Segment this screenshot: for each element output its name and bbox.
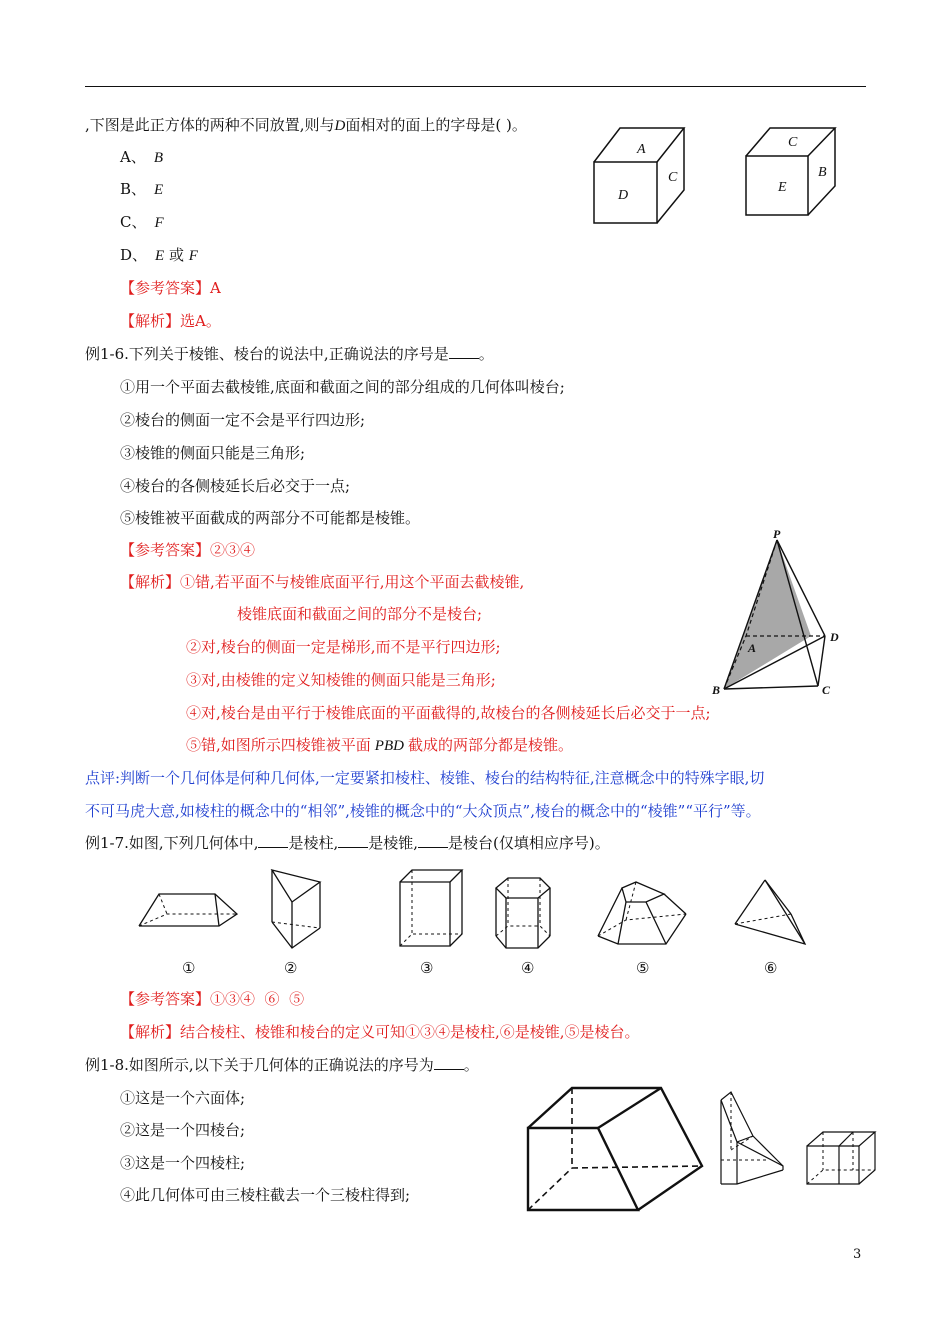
- cube1-label-right: C: [668, 170, 678, 185]
- pyramid-figure: [708, 528, 848, 698]
- solid-label-5: ⑤: [636, 959, 650, 977]
- cube-figure-2: [744, 126, 844, 226]
- q6-stem: 例1-6.下列关于棱锥、棱台的说法中,正确说法的序号是 。: [85, 345, 494, 363]
- cube1-label-front: D: [618, 188, 629, 203]
- cube1-label-top: A: [637, 142, 646, 157]
- comment-line-1: 点评:判断一个几何体是何种几何体,一定要紧扣棱柱、棱锥、棱台的结构特征,注意概念中的特殊字眼,切: [85, 769, 765, 787]
- q6-analysis-3: ③对,由棱锥的定义知棱锥的侧面只能是三角形;: [186, 671, 496, 689]
- q6-analysis-1b: 棱锥底面和截面之间的部分不是棱台;: [237, 605, 483, 623]
- q5-option-d: D、 E 或 F: [120, 246, 198, 264]
- q6-item-1: ①用一个平面去截棱锥,底面和截面之间的部分组成的几何体叫棱台;: [120, 378, 565, 396]
- q6-item-5: ⑤棱锥被平面截成的两部分不可能都是棱锥。: [120, 509, 421, 527]
- solid-label-6: ⑥: [764, 959, 778, 977]
- solid-1-triangular-prism: [137, 890, 241, 930]
- q8-stem: 例1-8.如图所示,以下关于几何体的正确说法的序号为 。: [85, 1056, 479, 1074]
- pyramid-label-b: B: [712, 683, 721, 697]
- q6-item-2: ②棱台的侧面一定不会是平行四边形;: [120, 411, 366, 429]
- q6-answer: 【参考答案】②③④: [120, 541, 256, 559]
- q6-analysis-1: 【解析】①错,若平面不与棱锥底面平行,用这个平面去截棱锥,: [120, 573, 525, 591]
- solid-5-frustum: [596, 880, 688, 946]
- q8-item-2: ②这是一个四棱台;: [120, 1121, 246, 1139]
- q6-analysis-2: ②对,棱台的侧面一定是梯形,而不是平行四边形;: [186, 638, 501, 656]
- q6-analysis-4: ④对,棱台是由平行于棱锥底面的平面截得的,故棱台的各侧棱延长后必交于一点;: [186, 704, 711, 722]
- solid-6-pyramid: [733, 878, 809, 946]
- q8-item-4: ④此几何体可由三棱柱截去一个三棱柱得到;: [120, 1186, 411, 1204]
- solid-4-prism: [494, 876, 552, 950]
- pyramid-label-c: C: [822, 683, 831, 697]
- pyramid-label-a: A: [748, 641, 757, 655]
- q5-stem: ,下图是此正方体的两种不同放置,则与D面相对的面上的字母是( )。: [85, 116, 527, 134]
- q8-decomposition-figure-2: [805, 1128, 881, 1188]
- q5-answer: 【参考答案】A: [120, 279, 221, 297]
- q8-decomposition-figure-1: [717, 1090, 787, 1186]
- solid-label-2: ②: [284, 959, 298, 977]
- page-number: 3: [853, 1247, 862, 1262]
- q7-answer: 【参考答案】①③④ ⑥ ⑤: [120, 990, 305, 1008]
- pyramid-label-d: D: [830, 630, 839, 644]
- header-rule: [85, 86, 866, 87]
- q8-item-1: ①这是一个六面体;: [120, 1089, 246, 1107]
- cube2-label-top: C: [788, 135, 798, 150]
- pyramid-label-p: P: [773, 527, 781, 541]
- cube2-label-front: E: [778, 180, 787, 195]
- solid-label-4: ④: [521, 959, 535, 977]
- solid-3-cuboid: [398, 868, 464, 948]
- q7-analysis: 【解析】结合棱柱、棱锥和棱台的定义可知①③④是棱柱,⑥是棱锥,⑤是棱台。: [120, 1023, 640, 1041]
- q5-option-b: B、 E: [120, 180, 164, 198]
- solid-label-1: ①: [182, 959, 196, 977]
- q6-item-3: ③棱锥的侧面只能是三角形;: [120, 444, 306, 462]
- q5-analysis: 【解析】选A。: [120, 312, 221, 330]
- q6-blank: [449, 344, 479, 359]
- q5-option-c: C、 F: [120, 213, 164, 231]
- q6-analysis-5: ⑤错,如图所示四棱锥被平面 PBD 截成的两部分都是棱锥。: [186, 736, 573, 754]
- q8-item-3: ③这是一个四棱柱;: [120, 1154, 246, 1172]
- solid-2-triangular-prism: [270, 868, 326, 950]
- cube-figure-1: [592, 126, 692, 226]
- q6-item-4: ④棱台的各侧棱延长后必交于一点;: [120, 477, 351, 495]
- q7-stem: 例1-7.如图,下列几何体中, 是棱柱, 是棱锥, 是棱台(仅填相应序号)。: [85, 834, 610, 852]
- q5-option-a: A、 B: [120, 148, 164, 166]
- comment-line-2: 不可马虎大意,如棱柱的概念中的“相邻”,棱锥的概念中的“大众顶点”,棱台的概念中的“棱锥”“平行”等。: [85, 802, 761, 820]
- q8-main-figure: [526, 1084, 706, 1214]
- solid-label-3: ③: [420, 959, 434, 977]
- cube2-label-right: B: [818, 165, 827, 180]
